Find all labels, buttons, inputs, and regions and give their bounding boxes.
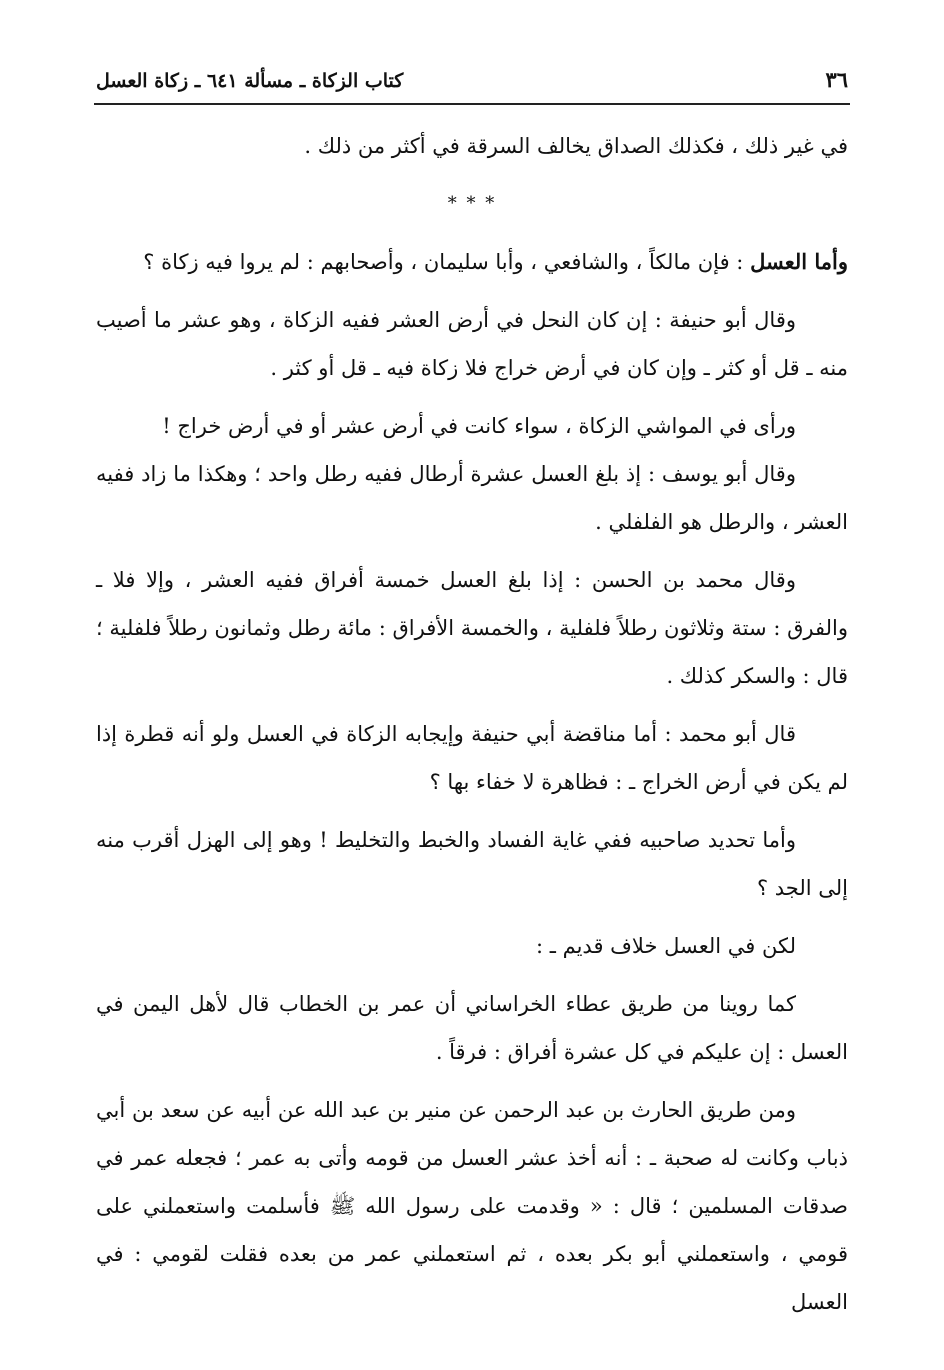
page-header: [96, 52, 848, 92]
paragraph-4: ورأى في المواشي الزكاة ، سواء كانت في أرض عشر أو في أرض خراج !: [162, 414, 796, 438]
paragraph-1: في غير ذلك ، فكذلك الصداق يخالف السرقة في أكثر من ذلك .: [304, 134, 848, 158]
paragraph-6: وقال محمد بن الحسن : إذا بلغ العسل خمسة أفراق ففيه العشر ، وإلا فلا ـ والفرق : ستة وثلاثون رطلاً فلفلية ، والخمسة الأفراق : مائة رطل وثمانون رطلاً فلفلية ؛ قال : والسكر كذلك .: [96, 568, 848, 688]
paragraph-9: لكن في العسل خلاف قديم ـ :: [536, 934, 796, 958]
paragraph-8: وأما تحديد صاحبيه ففي غاية الفساد والخبط والتخليط ! وهو إلى الهزل أقرب منه إلى الجد ؟: [96, 828, 848, 900]
page-number: ٣٦: [825, 67, 848, 92]
paragraph-2-text: : فإن مالكاً ، والشافعي ، وأبا سليمان ، وأصحابهم : لم يروا فيه زكاة ؟: [143, 250, 744, 274]
header-divider: [94, 103, 850, 105]
section-separator: * * *: [447, 193, 497, 214]
paragraph-10: كما روينا من طريق عطاء الخراساني أن عمر بن الخطاب قال لأهل اليمن في العسل : إن عليكم في كل عشرة أفراق : فرقاً .: [96, 992, 848, 1064]
body-text: [96, 122, 848, 1336]
paragraph-2-lead: وأما العسل: [750, 249, 848, 274]
paragraph-3: وقال أبو حنيفة : إن كان النحل في أرض العشر ففيه الزكاة ، وهو عشر ما أصيب منه ـ قل أو كثر ـ وإن كان في أرض خراج فلا زكاة فيه ـ قل أو كثر .: [96, 308, 848, 380]
paragraph-11: ومن طريق الحارث بن عبد الرحمن عن منير بن عبد الله عن أبيه عن سعد بن أبي ذباب وكانت له صحبة ـ : أنه أخذ عشر العسل من قومه وأتى به عمر ؛ فجعله عمر في صدقات المسلمين ؛ قال : « وقدمت على رسول الله ﷺ فأسلمت واستعملني على قومي ، واستعملني أبو بكر بعده ، ثم استعملني عمر من بعده فقلت لقومي : في العسل: [96, 1098, 848, 1314]
paragraph-5: وقال أبو يوسف : إذ بلغ العسل عشرة أرطال ففيه رطل واحد ؛ وهكذا ما زاد ففيه العشر ، والرطل هو الفلفلي .: [96, 462, 848, 534]
paragraph-2: [96, 238, 848, 286]
paragraph-7: قال أبو محمد : أما مناقضة أبي حنيفة وإيجابه الزكاة في العسل ولو أنه قطرة إذا لم يكن في أرض الخراج ـ : فظاهرة لا خفاء بها ؟: [96, 722, 848, 794]
running-title: كتاب الزكاة ـ مسألة ٦٤١ ـ زكاة العسل: [96, 70, 404, 92]
